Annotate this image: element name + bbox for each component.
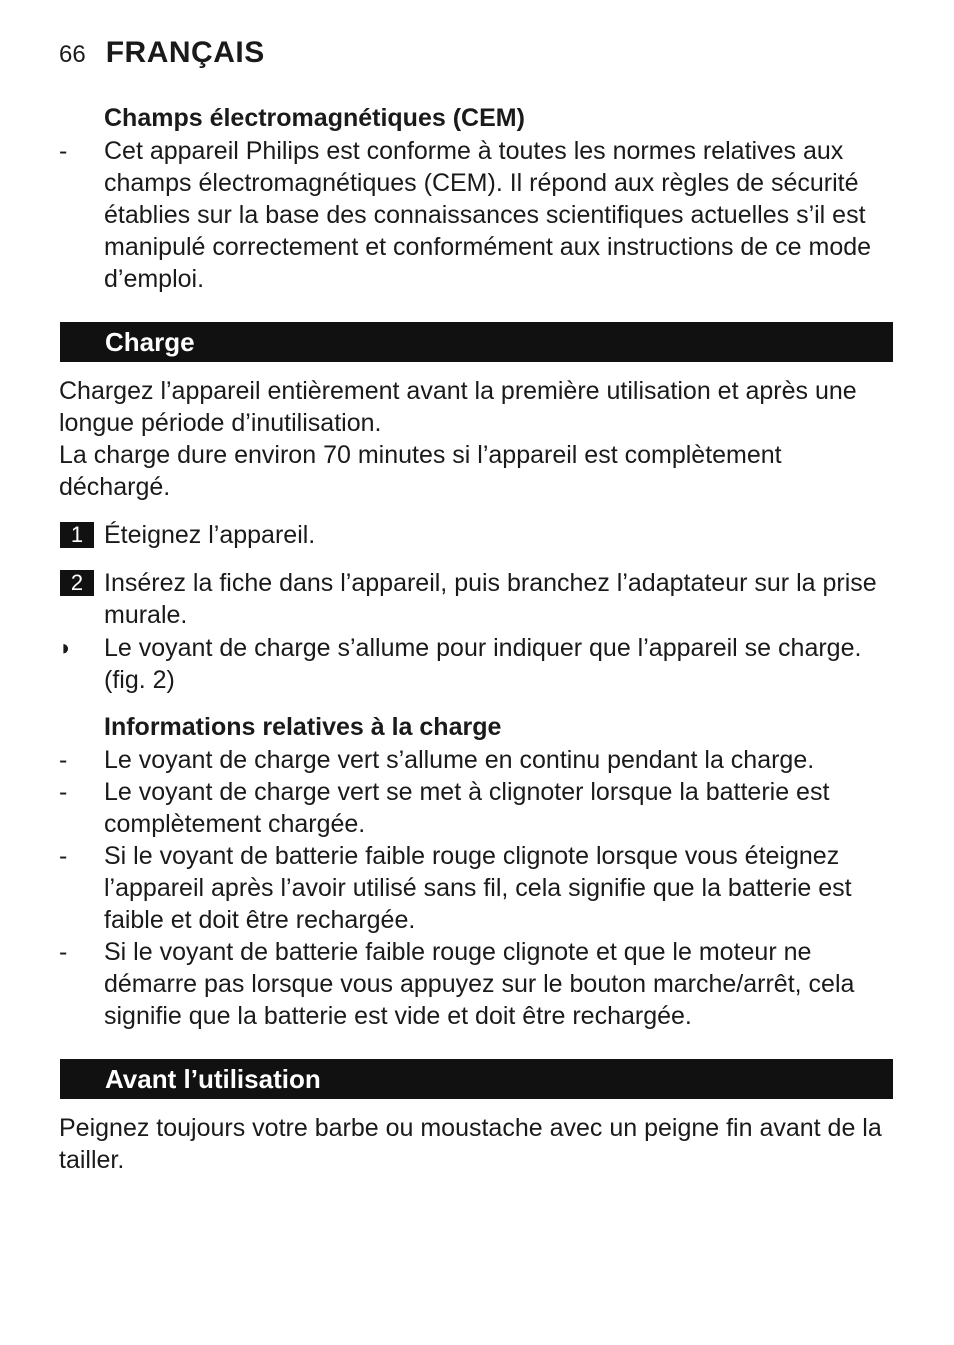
section-title-charge: Charge: [105, 327, 195, 357]
charge-info-text: Le voyant de charge vert se met à clignoter lorsque la batterie est complètement chargée.: [104, 778, 830, 838]
charge-info-heading: Informations relatives à la charge: [104, 713, 502, 741]
page-number: 66: [59, 41, 86, 68]
dash-marker: -: [59, 746, 68, 774]
charge-info-item: [59, 744, 894, 776]
charge-info-item: [59, 776, 894, 840]
charge-intro-2: La charge dure environ 70 minutes si l’appareil est complètement déchargé.: [59, 441, 782, 501]
step-2: [59, 567, 894, 631]
emf-item: [59, 135, 894, 295]
page-header: [59, 36, 265, 72]
dash-marker: -: [59, 137, 68, 165]
section-bar-charge: [60, 322, 893, 362]
charge-info-text: Si le voyant de batterie faible rouge clignote et que le moteur ne démarre pas lorsque vous appuyez sur le bouton marche/arrêt, cela signifie que la batterie est vide et doit être rechargée.: [104, 938, 855, 1030]
charge-info-item: [59, 840, 894, 936]
section-title-before-use: Avant l’utilisation: [105, 1064, 321, 1094]
before-use-text: Peignez toujours votre barbe ou moustache avec un peigne fin avant de la tailler.: [59, 1114, 882, 1174]
charge-info-text: Si le voyant de batterie faible rouge clignote lorsque vous éteignez l’appareil après l’avoir utilisé sans fil, cela signifie que la batterie est faible et doit être rechargée.: [104, 842, 852, 934]
charge-info-item: [59, 936, 894, 1032]
result-arrow-icon: ◗: [59, 635, 73, 660]
section-bar-before-use: [60, 1059, 893, 1099]
emf-item-text: Cet appareil Philips est conforme à toutes les normes relatives aux champs électromagnétiques (CEM). Il répond aux règles de sécurité établies sur la base des connaissances scientifiques actuelles s’il est manipulé correctement et conformément aux instructions de ce mode d’emploi.: [104, 137, 872, 293]
charge-info-text: Le voyant de charge vert s’allume en continu pendant la charge.: [104, 746, 815, 774]
step-number-badge: 2: [60, 570, 94, 596]
step-text: Insérez la fiche dans l’appareil, puis branchez l’adaptateur sur la prise murale.: [104, 569, 877, 629]
emf-heading: Champs électromagnétiques (CEM): [104, 104, 525, 132]
dash-marker: -: [59, 778, 68, 806]
charge-intro-1: Chargez l’appareil entièrement avant la première utilisation et après une longue période d’inutilisation.: [59, 377, 857, 437]
step-result: [59, 632, 894, 696]
result-text: Le voyant de charge s’allume pour indiquer que l’appareil se charge. (fig. 2): [104, 634, 862, 694]
dash-marker: -: [59, 938, 68, 966]
step-text: Éteignez l’appareil.: [104, 521, 316, 549]
step-number-badge: 1: [60, 522, 94, 548]
language-title: FRANÇAIS: [105, 36, 265, 69]
step-1: [59, 519, 894, 551]
dash-marker: -: [59, 842, 68, 870]
